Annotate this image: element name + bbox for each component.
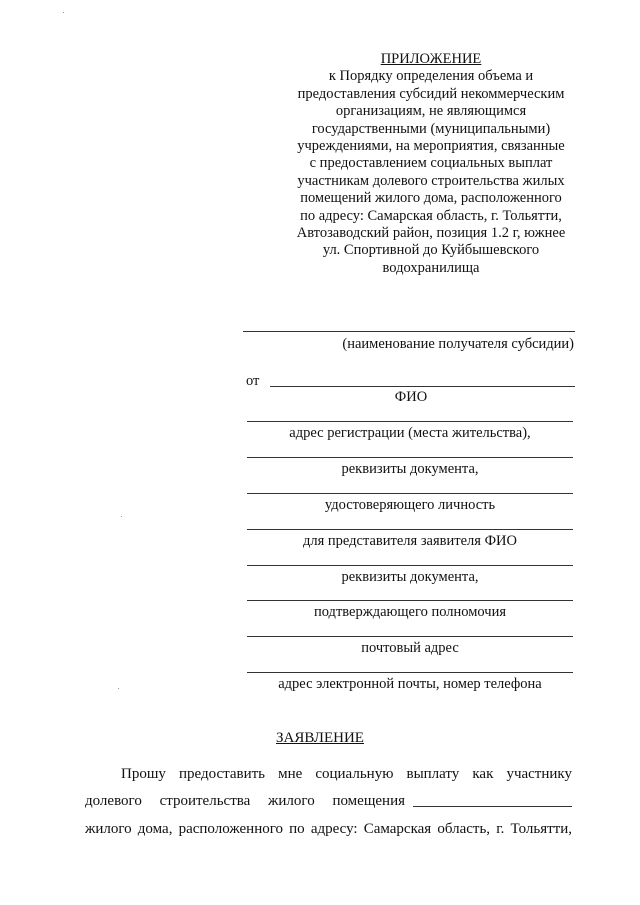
appendix-line: помещений жилого дома, расположенного: [300, 190, 562, 207]
postal-caption: почтовый адрес: [361, 640, 459, 656]
identity-caption: удостоверяющего личность: [324, 497, 496, 513]
identity-document-field[interactable]: [247, 493, 573, 494]
statement-line-2: долевого строительства жилого помещения: [85, 793, 405, 809]
appendix-line: учреждениями, на мероприятия, связанные: [297, 138, 565, 155]
housing-unit-field[interactable]: [413, 806, 572, 807]
email-phone-field[interactable]: [247, 672, 573, 673]
scan-speck: [118, 688, 119, 689]
statement-line-3: жилого дома, расположенного по адресу: Самарская область, г. Тольятти,: [85, 821, 572, 837]
authority-document-field[interactable]: [247, 600, 573, 601]
document-details-field[interactable]: [247, 457, 573, 458]
appendix-line: ул. Спортивной до Куйбышевского: [322, 242, 540, 259]
from-label: от: [246, 373, 260, 389]
recipient-name-field[interactable]: [243, 331, 575, 332]
authority-caption: подтверждающего полномочия: [313, 604, 507, 620]
scan-speck: [121, 516, 122, 517]
appendix-line: участникам долевого строительства жилых: [297, 172, 565, 189]
appendix-header: [286, 51, 576, 277]
recipient-caption: (наименование получателя субсидии): [342, 336, 574, 352]
applicant-fio-field[interactable]: [270, 386, 575, 387]
registration-address-field[interactable]: [247, 421, 573, 422]
appendix-line: по адресу: Самарская область, г. Тольятти,: [300, 207, 562, 224]
email-phone-caption: адрес электронной почты, номер телефона: [278, 676, 542, 692]
representative-caption: для представителя заявителя ФИО: [303, 533, 517, 549]
appendix-line: водохранилища: [382, 259, 480, 276]
appendix-line: предоставления субсидий некоммерческим: [297, 85, 565, 102]
postal-address-field[interactable]: [247, 636, 573, 637]
appendix-line: к Порядку определения объема и: [328, 68, 534, 85]
appendix-line: государственными (муниципальными): [311, 120, 551, 137]
appendix-line: с предоставлением социальных выплат: [309, 155, 553, 172]
appendix-line: Автозаводский район, позиция 1.2 г, южнее: [296, 225, 566, 242]
representative-fio-field[interactable]: [247, 529, 573, 530]
scan-speck: [63, 12, 64, 13]
appendix-title: ПРИЛОЖЕНИЕ: [380, 51, 482, 67]
appendix-line: организациям, не являющимся: [335, 103, 527, 120]
fio-caption: ФИО: [394, 389, 428, 405]
representative-document-field[interactable]: [247, 565, 573, 566]
statement-title: ЗАЯВЛЕНИЕ: [276, 730, 364, 746]
representative-document-caption: реквизиты документа,: [341, 569, 479, 585]
document-details-caption: реквизиты документа,: [341, 461, 479, 477]
address-caption: адрес регистрации (места жительства),: [289, 425, 531, 441]
statement-line-1: Прошу предоставить мне социальную выплату как участнику: [121, 766, 572, 782]
